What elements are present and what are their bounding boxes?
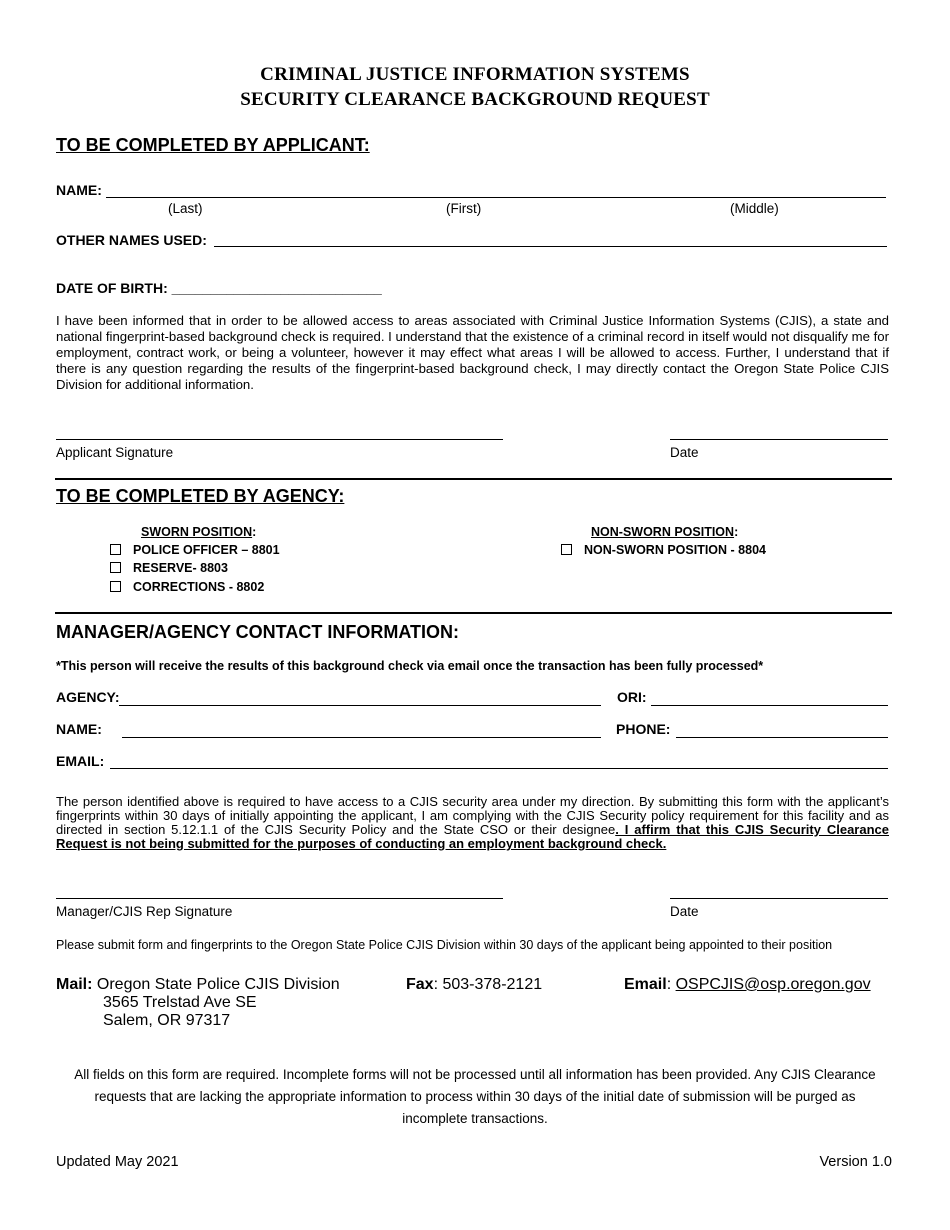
checkbox[interactable] (110, 544, 121, 555)
applicant-date-line[interactable] (670, 439, 888, 440)
name-label: NAME: (56, 182, 102, 198)
last-name-caption: (Last) (168, 201, 203, 216)
email-contact-label: Email (624, 976, 667, 993)
fax-label: Fax (406, 976, 434, 993)
email-label (56, 753, 104, 769)
mail-line-3: Salem, OR 97317 (103, 1012, 231, 1029)
manager-name-colon: : (97, 721, 102, 737)
applicant-statement: I have been informed that in order to be allowed access to areas associated with Criminal Justice Information Systems (CJIS), a state and national fingerprint-based background check is required. I understand that the existence of a criminal record in itself would not disqualify me for employment, contract work, or being a volunteer, however it may effect what areas I will be allowed to access. Further, I understand that if there is any question regarding the results of the fingerprint-based background check, I may directly contact the Oregon State Police CJIS Division for additional information. (56, 313, 889, 392)
form-title-line2: SECURITY CLEARANCE BACKGROUND REQUEST (240, 89, 710, 110)
email-contact-separator: : (666, 976, 676, 993)
middle-name-caption: (Middle) (730, 201, 779, 216)
section-divider (55, 612, 892, 614)
form-title-line1: CRIMINAL JUSTICE INFORMATION SYSTEMS (260, 64, 690, 85)
ori-label-text: ORI (617, 689, 642, 705)
sworn-position-heading (141, 525, 256, 539)
checkbox[interactable] (110, 562, 121, 573)
updated-date: Updated May 2021 (56, 1154, 179, 1170)
email-contact-link[interactable]: OSPCJIS@osp.oregon.gov (675, 976, 871, 993)
manager-name-field[interactable] (122, 737, 601, 738)
agency-section-heading: TO BE COMPLETED BY AGENCY: (56, 486, 345, 506)
phone-colon: : (665, 721, 671, 737)
nonsworn-position-heading-text: NON-SWORN POSITION (591, 525, 735, 539)
checkbox[interactable] (561, 544, 572, 555)
agency-label (56, 689, 120, 705)
applicant-section-heading: TO BE COMPLETED BY APPLICANT: (56, 135, 370, 155)
mail-block (56, 976, 340, 994)
mail-label: Mail: (56, 976, 93, 993)
ori-colon: : (641, 689, 647, 705)
sworn-heading-colon: : (252, 525, 257, 539)
manager-signature-label: Manager/CJIS Rep Signature (56, 904, 233, 919)
nonsworn-heading-colon: : (734, 525, 739, 539)
manager-affirmation: . I affirm that this CJIS Security Clearance Request is not being submitted for the purposes of conducting an employment background check. (56, 822, 889, 851)
manager-date-line[interactable] (670, 898, 888, 899)
mail-line-1: Oregon State Police CJIS Division (96, 976, 340, 993)
submission-instruction: Please submit form and fingerprints to the Oregon State Police CJIS Division within 30 days of the applicant being appointed to their position (56, 938, 833, 952)
ori-label (617, 689, 647, 705)
version-label: Version 1.0 (819, 1154, 892, 1170)
fax-block (406, 976, 542, 994)
manager-statement-text: The person identified above is required to have access to a CJIS security area under my direction. By submitting this form with the applicant’s fingerprints within 30 days of initially appointing the applicant, I am complying with the CJIS Security policy requirement for this facility and as directed in section 5.12.1.1 of the CJIS Security Policy and the State CSO or their designee (56, 794, 889, 837)
manager-date-label: Date (670, 904, 699, 919)
email-label-text: EMAIL (56, 753, 100, 769)
other-names-field[interactable] (214, 246, 887, 247)
manager-signature-line[interactable] (56, 898, 503, 899)
incomplete-forms-notice: All fields on this form are required. Incomplete forms will not be processed until all information has been provided. Any CJIS Clearance requests that are lacking the appropriate information to process within 30 days of the initial date of submission will be purged as incomplete transactions. (74, 1067, 876, 1126)
manager-results-note: *This person will receive the results of this background check via email once the transaction has been fully processed* (56, 659, 764, 673)
date-of-birth-label[interactable]: DATE OF BIRTH: ___________________________ (56, 280, 382, 296)
other-names-label: OTHER NAMES USED: (56, 232, 207, 248)
phone-label-text: PHONE (616, 721, 666, 737)
nonsworn-position-heading (591, 525, 738, 539)
checkbox[interactable] (110, 581, 121, 592)
agency-colon: : (114, 689, 120, 705)
mail-line-2: 3565 Trelstad Ave SE (103, 994, 257, 1011)
ori-field[interactable] (651, 705, 888, 706)
applicant-signature-line[interactable] (56, 439, 503, 440)
option-label: POLICE OFFICER – 8801 (133, 543, 280, 557)
section-divider (55, 478, 892, 480)
manager-statement (56, 795, 889, 851)
applicant-name-field[interactable] (106, 197, 886, 198)
email-field[interactable] (110, 768, 888, 769)
sworn-option-police-officer[interactable] (110, 543, 280, 557)
sworn-option-corrections[interactable] (110, 580, 264, 594)
option-label: CORRECTIONS - 8802 (133, 580, 265, 594)
applicant-signature-label: Applicant Signature (56, 445, 174, 460)
applicant-date-label: Date (670, 445, 699, 460)
fax-value: : 503-378-2121 (433, 976, 543, 993)
first-name-caption: (First) (446, 201, 482, 216)
nonsworn-option[interactable] (561, 543, 766, 557)
phone-field[interactable] (676, 737, 888, 738)
manager-name-label (56, 721, 102, 737)
option-label: RESERVE- 8803 (133, 561, 228, 575)
sworn-option-reserve[interactable] (110, 561, 228, 575)
agency-label-text: AGENCY (56, 689, 115, 705)
email-colon: : (99, 753, 105, 769)
manager-section-heading: MANAGER/AGENCY CONTACT INFORMATION: (56, 622, 459, 642)
manager-name-label-text: NAME (56, 721, 98, 737)
agency-field[interactable] (119, 705, 601, 706)
email-contact-block (624, 976, 871, 994)
option-label: NON-SWORN POSITION - 8804 (584, 543, 766, 557)
phone-label (616, 721, 670, 737)
sworn-position-heading-text: SWORN POSITION (141, 525, 253, 539)
